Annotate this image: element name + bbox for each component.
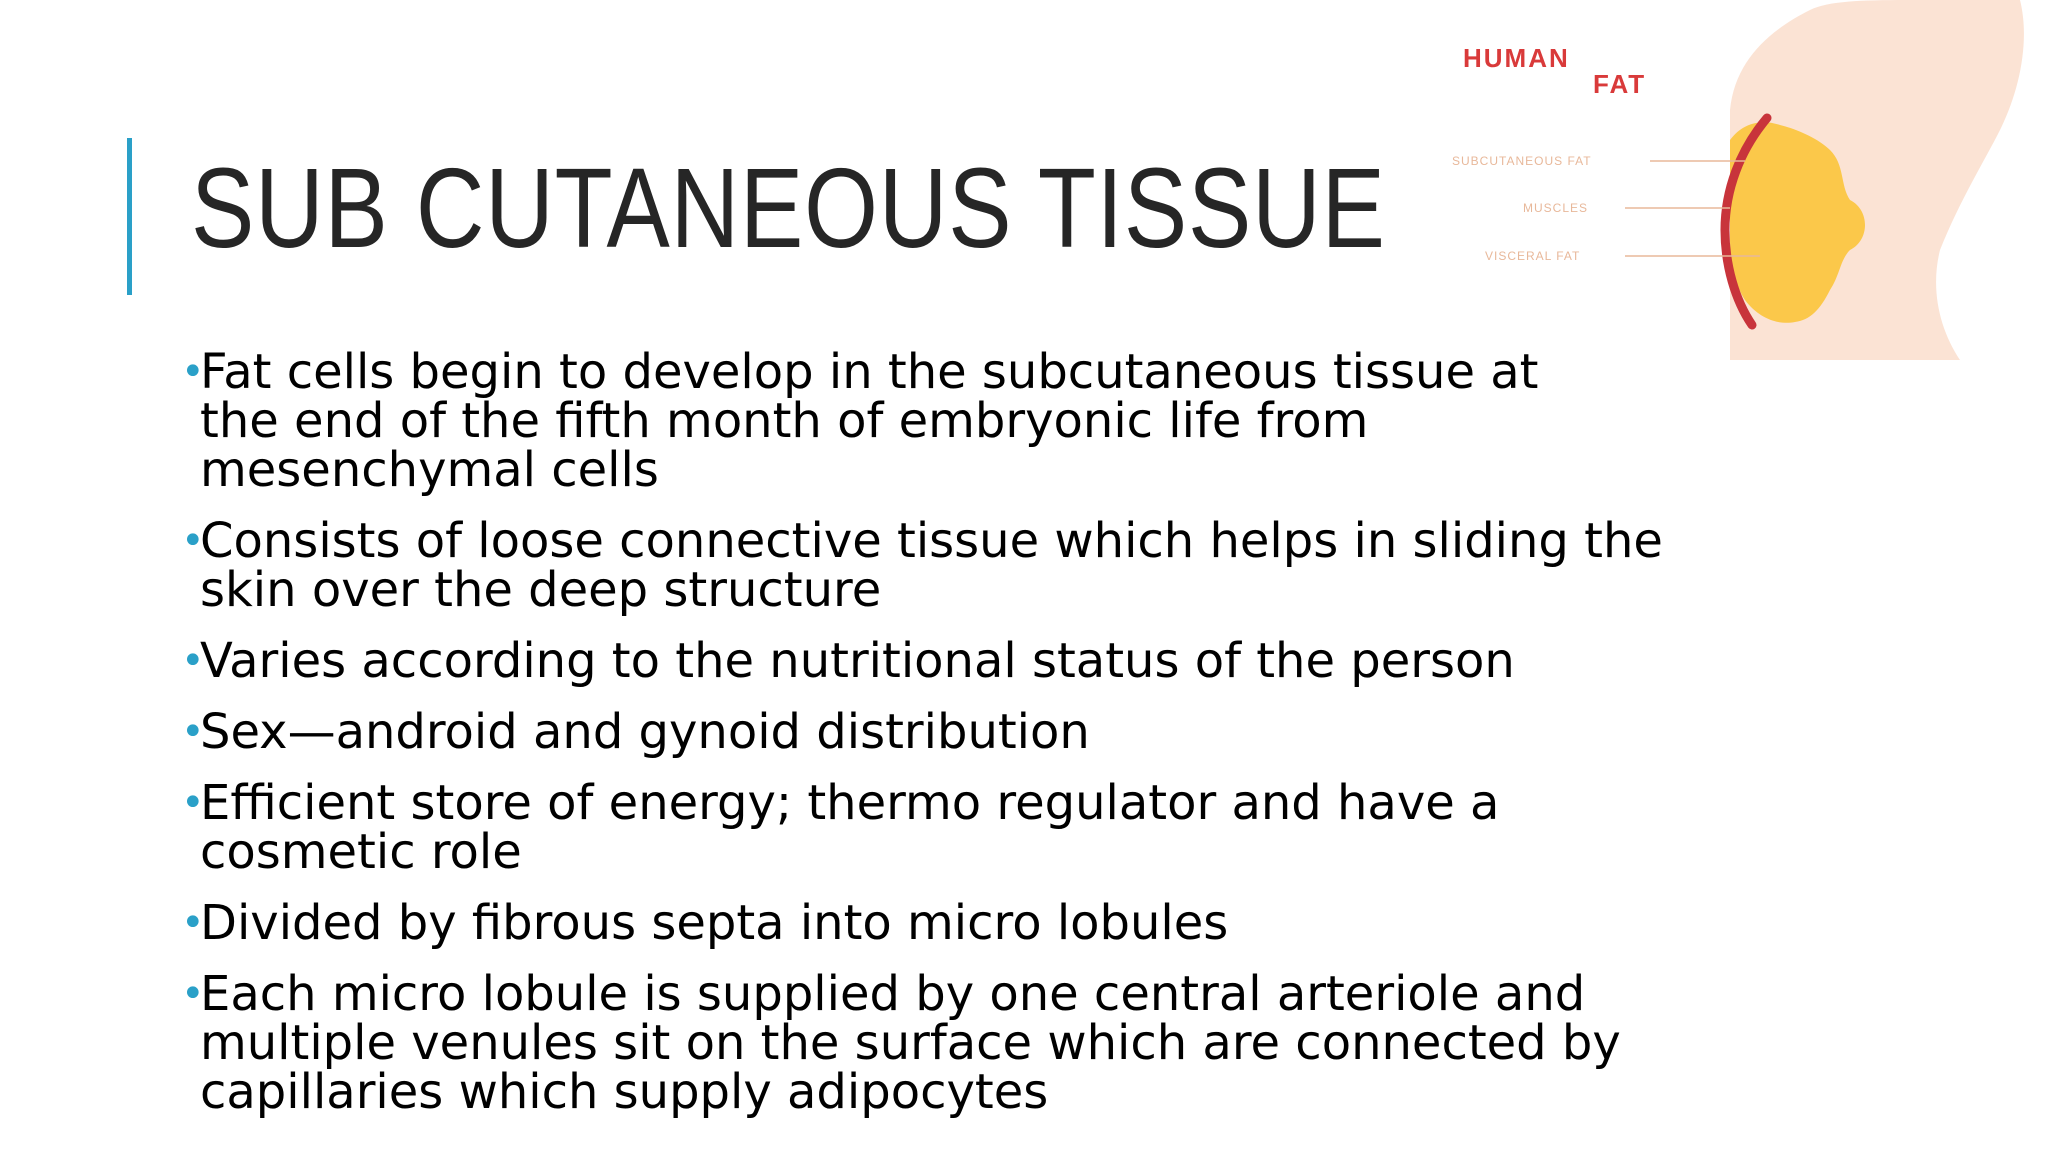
bullet-dot-icon: • bbox=[181, 709, 205, 755]
bullet-dot-icon: • bbox=[181, 518, 205, 564]
bullet-item bbox=[181, 344, 1681, 498]
label-visceral-fat: VISCERAL FAT bbox=[1485, 249, 1581, 263]
bullet-text: Sex—android and gynoid distribution bbox=[200, 704, 1090, 760]
slide-title: SUB CUTANEOUS TISSUE bbox=[191, 145, 1386, 271]
bullet-dot-icon: • bbox=[181, 638, 205, 684]
bullet-item bbox=[181, 704, 1681, 760]
bullet-dot-icon: • bbox=[181, 971, 205, 1017]
bullet-item bbox=[181, 513, 1681, 618]
bullet-text: Efficient store of energy; thermo regulator and have a cosmetic role bbox=[200, 775, 1500, 880]
bullet-text: Each micro lobule is supplied by one central arteriole and multiple venules sit on the surface which are connected by capillaries which supply adipocytes bbox=[200, 966, 1621, 1120]
label-muscles: MUSCLES bbox=[1523, 201, 1589, 215]
bullet-dot-icon: • bbox=[181, 349, 205, 395]
bullet-dot-icon: • bbox=[181, 780, 205, 826]
bullet-list bbox=[181, 344, 1681, 1139]
bullet-text: Divided by fibrous septa into micro lobules bbox=[200, 895, 1229, 951]
title-accent-bar bbox=[127, 138, 132, 295]
human-fat-illustration bbox=[1400, 0, 2048, 360]
figure-heading-line2: FAT bbox=[1593, 69, 1647, 99]
figure-heading-line1: HUMAN bbox=[1463, 43, 1570, 73]
bullet-item bbox=[181, 966, 1681, 1120]
bullet-item bbox=[181, 895, 1681, 951]
bullet-dot-icon: • bbox=[181, 900, 205, 946]
bullet-item bbox=[181, 633, 1681, 689]
bullet-text: Varies according to the nutritional status of the person bbox=[200, 633, 1515, 689]
label-subcutaneous-fat: SUBCUTANEOUS FAT bbox=[1452, 154, 1592, 168]
bullet-item bbox=[181, 775, 1681, 880]
bullet-text: Fat cells begin to develop in the subcutaneous tissue at the end of the fifth month of embryonic life from mesenchymal cells bbox=[200, 344, 1539, 498]
bullet-text: Consists of loose connective tissue which helps in sliding the skin over the deep structure bbox=[200, 513, 1663, 618]
